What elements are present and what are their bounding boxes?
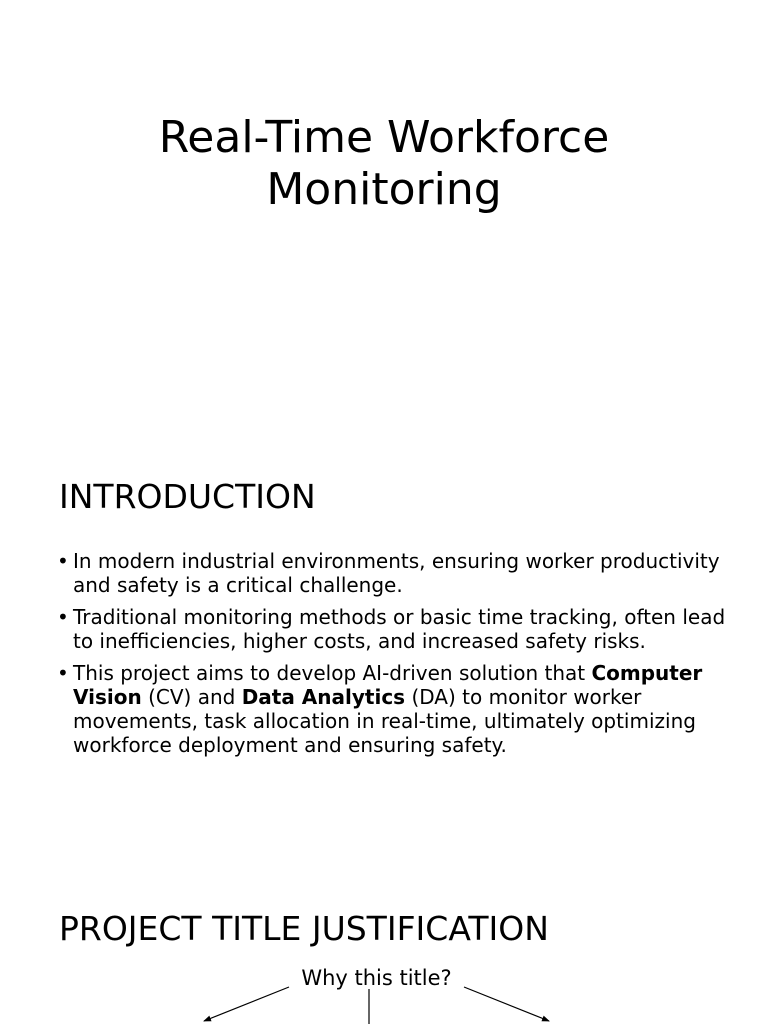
bullet-text: Traditional monitoring methods or basic time tracking, often lead to inefficiencies, higher costs, and increased safety risks. <box>73 605 726 653</box>
bullet-text: In modern industrial environments, ensuring worker productivity and safety is a critical challenge. <box>73 549 720 597</box>
bullet-icon: • <box>57 661 69 685</box>
slide-title <box>0 112 768 216</box>
bullet-bold-term: Computer Vision <box>73 661 703 709</box>
bullet-item <box>57 661 727 757</box>
introduction-heading: INTRODUCTION <box>59 477 316 516</box>
justification-heading: PROJECT TITLE JUSTIFICATION <box>59 909 549 948</box>
bullet-text-part: (CV) and <box>141 685 242 709</box>
bullet-text-part: This project aims to develop AI-driven solution that <box>73 661 592 685</box>
introduction-bullet-list <box>57 549 727 765</box>
slide-title-line-1: Real-Time Workforce <box>158 112 610 163</box>
arrow-right <box>464 987 549 1021</box>
bullet-icon: • <box>57 549 69 573</box>
bullet-bold-term: Data Analytics <box>241 685 406 709</box>
slide-title-line-2: Monitoring <box>266 164 502 215</box>
why-this-title-label: Why this title? <box>301 966 452 990</box>
arrow-left <box>204 987 289 1021</box>
bullet-item <box>57 605 727 653</box>
diagram-arrows <box>0 980 768 1024</box>
bullet-item <box>57 549 727 597</box>
bullet-text-part: (DA) to monitor worker movements, task allocation in real-time, ultimately optimizing workforce deployment and ensuring safety. <box>73 685 696 757</box>
bullet-icon: • <box>57 605 69 629</box>
